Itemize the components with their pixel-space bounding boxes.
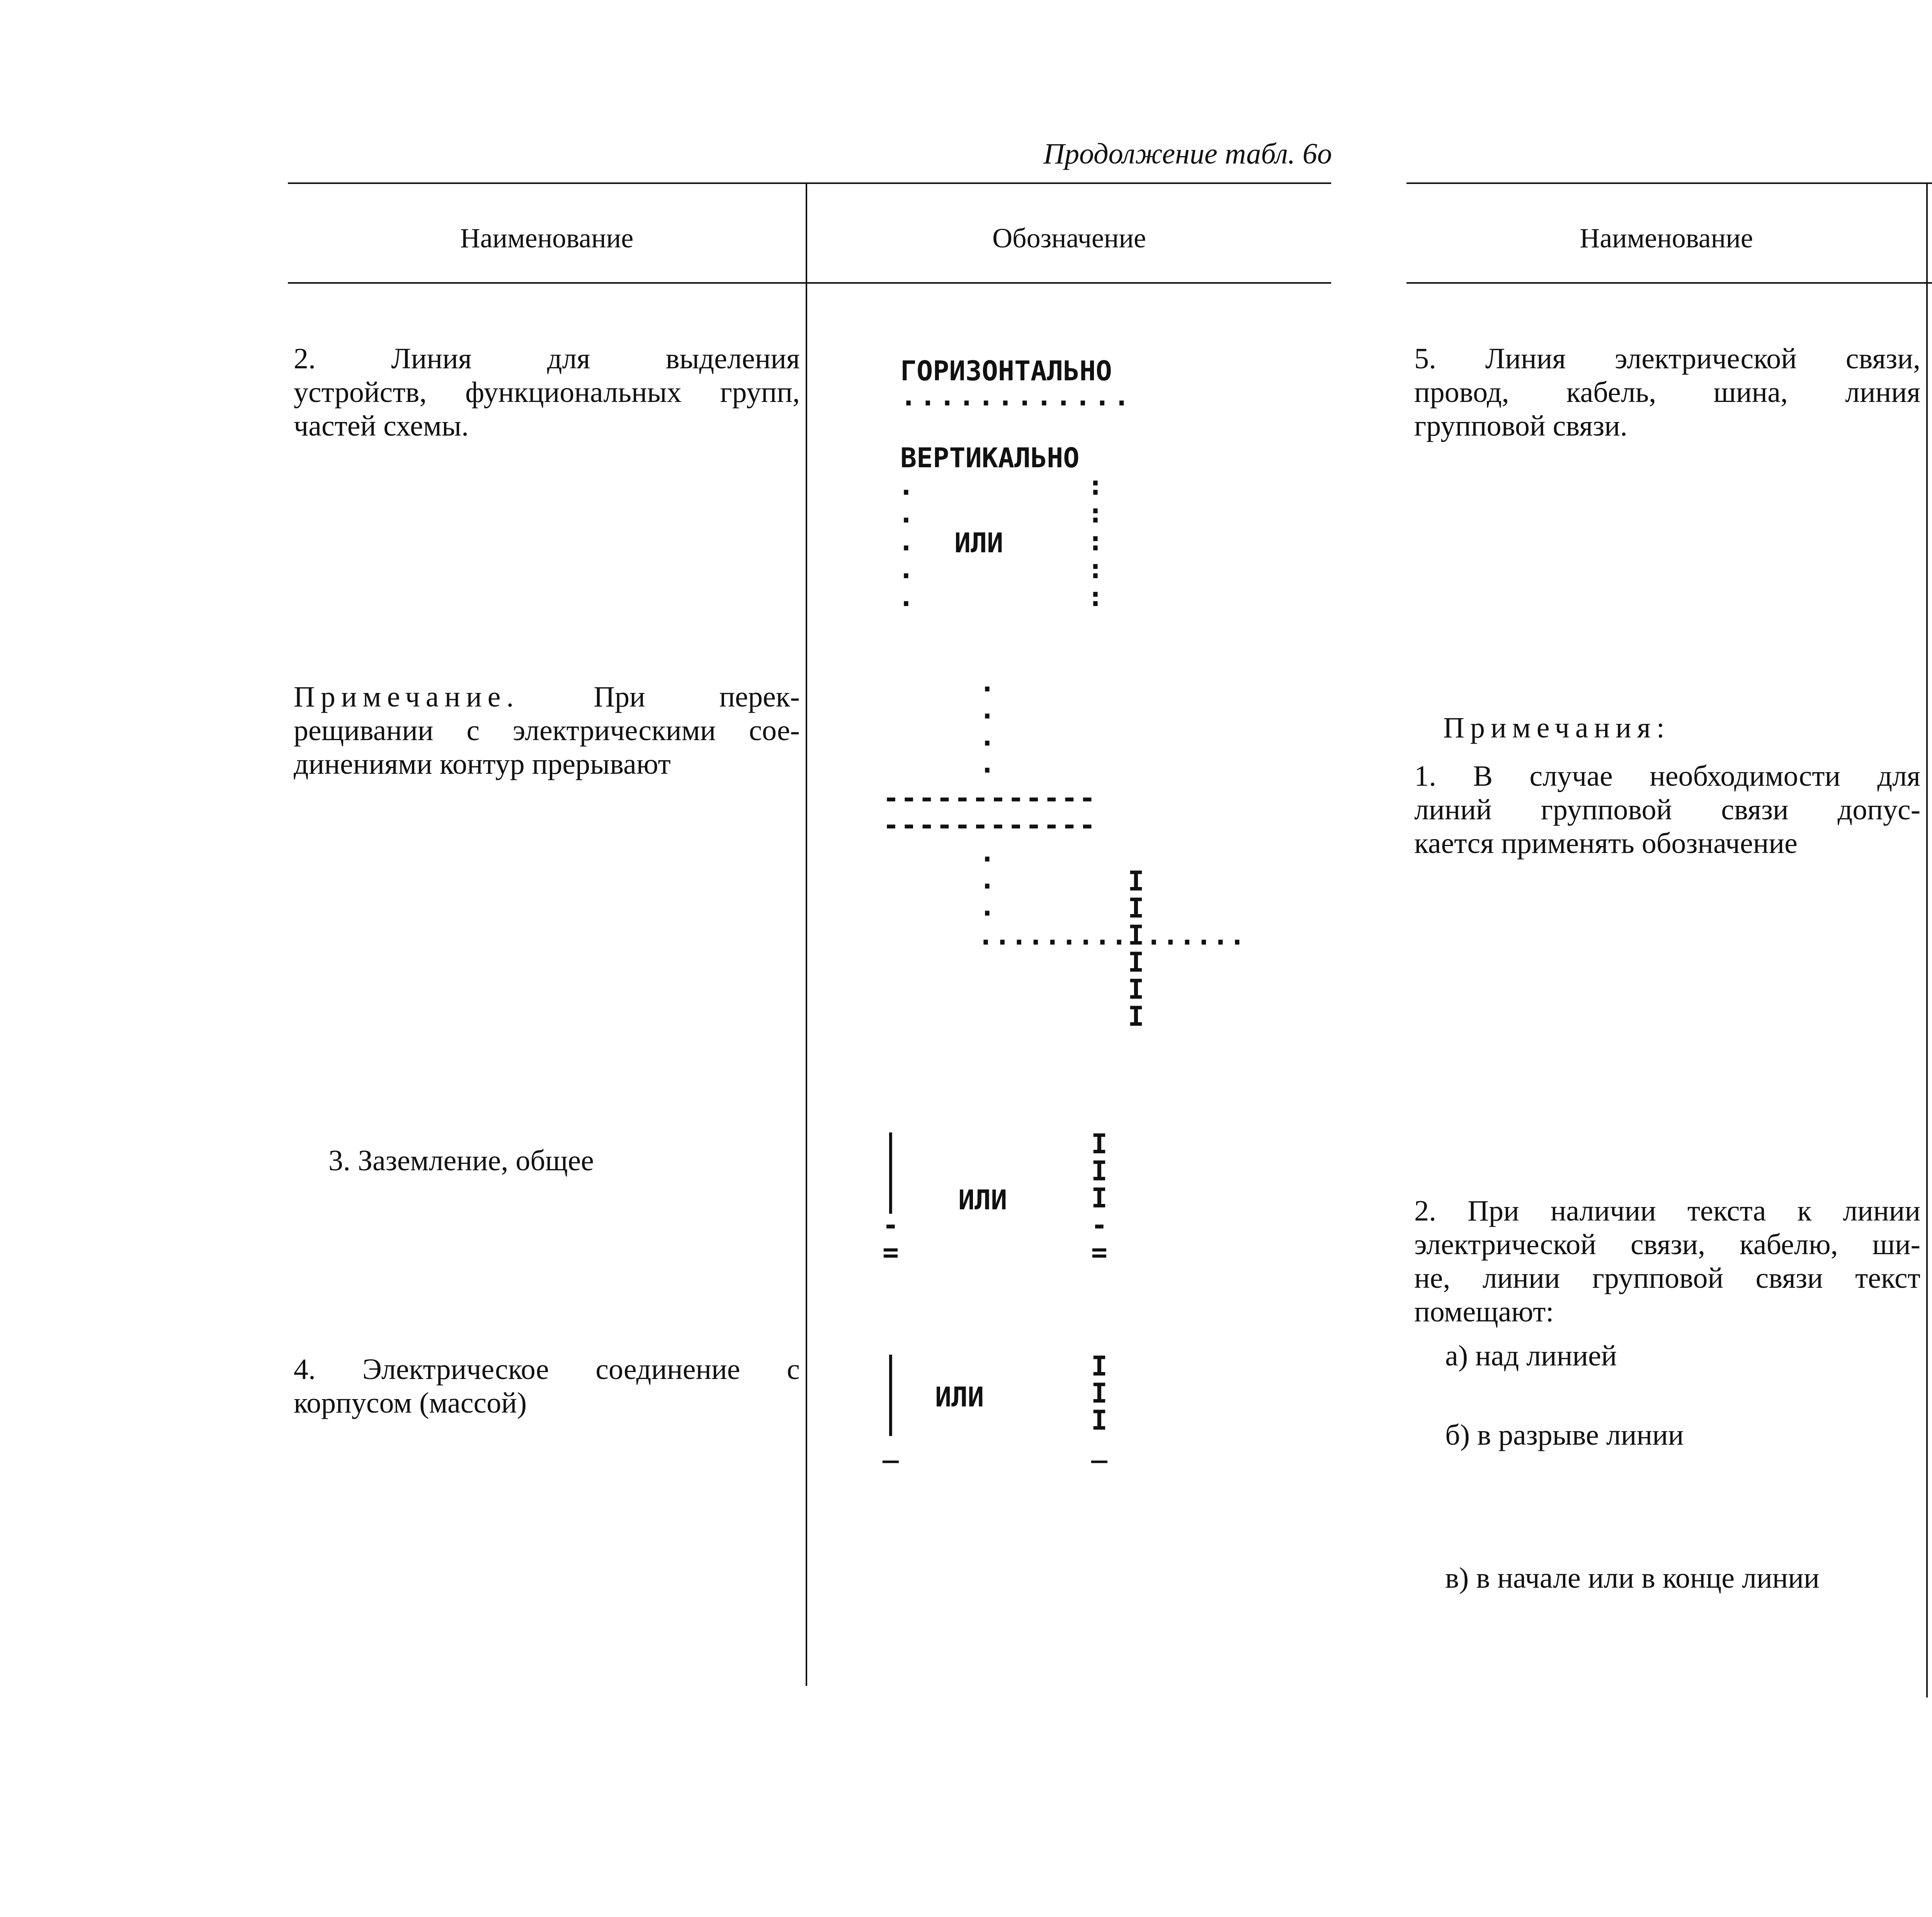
- column-header-name-right: Наименование: [1580, 223, 1753, 254]
- or-label: ИЛИ: [958, 1184, 1007, 1216]
- symbol-i-line-lower: I I I: [1128, 947, 1145, 1032]
- table-header-rule-right: [1406, 282, 1932, 284]
- symbol-dotted-horizontal: .........: [978, 919, 1128, 951]
- symbol-dotted-line: ............: [900, 380, 1133, 412]
- symbol-dotted-horizontal-end: ......: [1146, 919, 1246, 951]
- text-line: не, линии групповой связи текст: [1414, 1262, 1920, 1294]
- item-2-description: [294, 342, 800, 443]
- table-top-rule-left: [288, 182, 1331, 184]
- text-line: частей схемы.: [294, 410, 469, 442]
- text-line: 2. При наличии текста к линии: [1414, 1195, 1920, 1227]
- text-line: динениями контур прерывают: [294, 748, 671, 780]
- column-header-symbol-left: Обозначение: [992, 223, 1146, 254]
- column-header-name-left: Наименование: [460, 223, 634, 254]
- note-crossing-description: [294, 680, 800, 781]
- symbol-dotted-vertical-right: : : : : :: [1087, 470, 1104, 613]
- symbol-dotted-vertical-lower: . . .: [979, 836, 996, 922]
- text-line: электрической связи, кабелю, ши-: [1414, 1228, 1920, 1261]
- symbol-dotted-vertical-left: . . . . .: [898, 470, 915, 613]
- continuation-label-left: Продолжение табл. 6о: [1043, 138, 1332, 170]
- text-line: групповой связи.: [1414, 410, 1628, 442]
- text-line: кается применять обозначение: [1414, 827, 1798, 860]
- table-top-rule-right: [1406, 182, 1932, 184]
- text-line: провод, кабель, шина, линия: [1414, 376, 1920, 409]
- symbol-ground-left: | | | - =: [882, 1128, 899, 1268]
- text-line: помещают:: [1414, 1296, 1554, 1328]
- symbol-i-line-upper: I I: [1128, 865, 1145, 924]
- note-line-1-rest: При перек-: [594, 681, 800, 713]
- note-1-description: [1414, 759, 1920, 860]
- symbol-horizontal-label: ГОРИЗОНТАЛЬНО: [900, 355, 1112, 387]
- note-2-option-c: в) в начале или в конце линии: [1445, 1562, 1820, 1594]
- note-label: Примечание.: [294, 681, 520, 713]
- text-line: корпусом (массой): [294, 1387, 527, 1419]
- table-header-rule-left: [288, 282, 1331, 284]
- text-line: линий групповой связи допус-: [1414, 793, 1920, 826]
- symbol-chassis-right: I I I _: [1091, 1350, 1108, 1463]
- symbol-dashed-line-1: ------------: [883, 782, 1097, 814]
- symbol-dashed-line-2: ------------: [883, 809, 1097, 841]
- item-4-description: [294, 1353, 800, 1420]
- text-line: 1. В случае необходимости для: [1414, 760, 1920, 792]
- text-line: 5. Линия электрической связи,: [1414, 342, 1920, 375]
- note-2-option-a: а) над линией: [1445, 1340, 1617, 1372]
- column-divider-right: [1926, 182, 1928, 1697]
- item-3-description: 3. Заземление, общее: [328, 1144, 594, 1177]
- text-line: устройств, функциональных групп,: [294, 376, 800, 409]
- text-line: рещивании с электрическими сое-: [294, 714, 800, 747]
- symbol-chassis-left: | | | _: [882, 1350, 899, 1463]
- or-label: ИЛИ: [954, 527, 1003, 559]
- symbol-i-line-cross: I: [1128, 919, 1145, 951]
- or-label: ИЛИ: [935, 1381, 984, 1413]
- symbol-dotted-vertical-top: . . . .: [979, 666, 996, 779]
- text-line: 4. Электрическое соединение с: [294, 1353, 800, 1386]
- column-divider-left: [806, 182, 807, 1686]
- note-2-description: [1414, 1194, 1920, 1329]
- item-5-description: [1414, 342, 1920, 443]
- notes-title: Примечания:: [1443, 712, 1670, 744]
- text-line: 2. Линия для выделения: [294, 342, 800, 375]
- symbol-ground-right: I I I - =: [1091, 1128, 1108, 1268]
- symbol-vertical-label: ВЕРТИКАЛЬНО: [900, 442, 1080, 474]
- note-2-option-b: б) в разрыве линии: [1445, 1419, 1684, 1451]
- column-header-symbol-right: [1928, 222, 1932, 254]
- text-line: [294, 680, 800, 714]
